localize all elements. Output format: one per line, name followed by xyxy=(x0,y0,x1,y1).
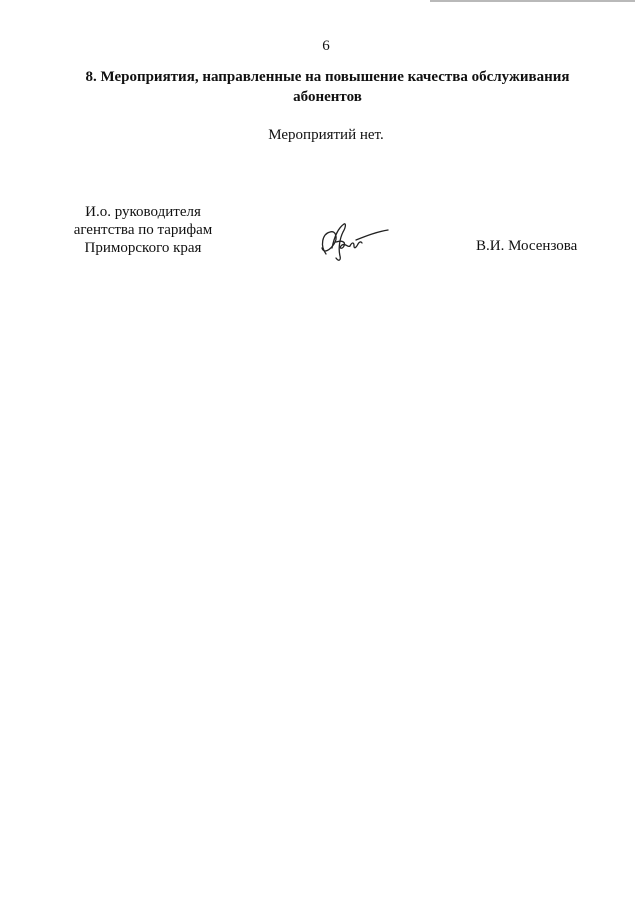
signatory-role-line-3: Приморского края xyxy=(84,240,202,256)
signatory-role-line-2: агентства по тарифам xyxy=(73,222,213,238)
page-number: 6 xyxy=(322,38,330,54)
scan-edge-mark xyxy=(430,0,635,2)
signatory-name: В.И. Мосензова xyxy=(476,238,578,254)
signatory-role xyxy=(48,203,238,257)
section-title-line-1: 8. Мероприятия, направленные на повышение качества обслуживания xyxy=(85,69,570,85)
signature-icon xyxy=(312,218,392,264)
section-title-line-2: абонентов xyxy=(293,89,362,105)
signatory-role-line-1: И.о. руководителя xyxy=(85,204,201,220)
body-text: Мероприятий нет. xyxy=(268,127,384,143)
section-title xyxy=(60,67,595,107)
